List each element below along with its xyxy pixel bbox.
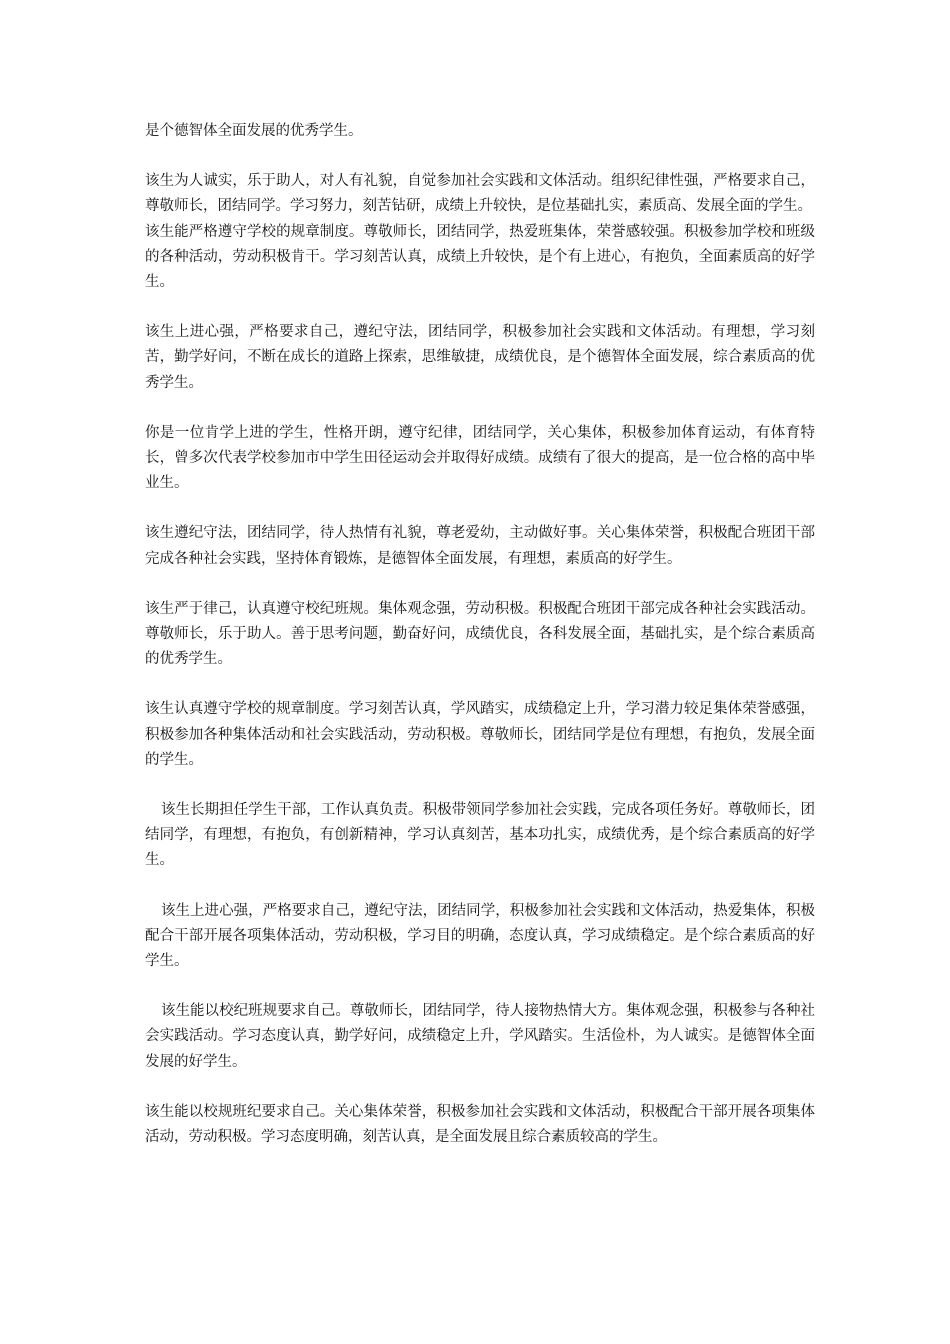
paragraph-8: 该生认真遵守学校的规章制度。学习刻苦认真，学风踏实，成绩稳定上升，学习潜力较足集体荣誉感强，积极参加各种集体活动和社会实践活动，劳动积极。尊敬师长，团结同学是位有理想，有抱负，发展全面的学生。 bbox=[145, 701, 815, 768]
paragraph-3: 该生能严格遵守学校的规章制度。尊敬师长，团结同学，热爱班集体，荣誉感较强。积极参加学校和班级的各种活动，劳动积极肯干。学习刻苦认真，成绩上升较快，是个有上进心，有抱负，全面素质高的好学生。 bbox=[145, 223, 815, 291]
paragraph-1: 是个德智体全面发展的优秀学生。 bbox=[145, 123, 363, 139]
paragraph-11: 该生能以校纪班规要求自己。尊敬师长，团结同学，待人接物热情大方。集体观念强，积极参与各种社会实践活动。学习态度认真，勤学好问，成绩稳定上升，学风踏实。生活俭朴，为人诚实。是德智体全面发展的好学生。 bbox=[145, 1003, 815, 1070]
paragraph-2: 该生为人诚实，乐于助人，对人有礼貌，自觉参加社会实践和文体活动。组织纪律性强，严格要求自己，尊敬师长，团结同学。学习努力，刻苦钻研，成绩上升较快，是位基础扎实，素质高、发展全面的学生。 bbox=[145, 173, 815, 215]
paragraph-4: 该生上进心强，严格要求自己，遵纪守法，团结同学，积极参加社会实践和文体活动。有理想，学习刻苦，勤学好问，不断在成长的道路上探索，思维敏捷，成绩优良，是个德智体全面发展，综合素质高的优秀学生。 bbox=[145, 324, 815, 391]
paragraph-12: 该生能以校规班纪要求自己。关心集体荣誉，积极参加社会实践和文体活动，积极配合干部开展各项集体活动，劳动积极。学习态度明确，刻苦认真，是全面发展且综合素质较高的学生。 bbox=[145, 1103, 815, 1146]
paragraph-7: 该生严于律己，认真遵守校纪班规。集体观念强，劳动积极。积极配合班团干部完成各种社会实践活动。尊敬师长，乐于助人。善于思考问题，勤奋好问，成绩优良，各科发展全面，基础扎实，是个综合素质高的优秀学生。 bbox=[145, 600, 815, 668]
paragraph-5: 你是一位肯学上进的学生，性格开朗，遵守纪律，团结同学，关心集体，积极参加体育运动，有体育特长，曾多次代表学校参加市中学生田径运动会并取得好成绩。成绩有了很大的提高，是一位合格的高中毕业生。 bbox=[145, 424, 815, 492]
paragraph-6: 该生遵纪守法，团结同学，待人热情有礼貌，尊老爱幼，主动做好事。关心集体荣誉，积极配合班团干部完成各种社会实践，坚持体育锻炼，是德智体全面发展，有理想，素质高的好学生。 bbox=[145, 525, 815, 567]
paragraph-10: 该生上进心强，严格要求自己，遵纪守法，团结同学，积极参加社会实践和文体活动，热爱集体，积极配合干部开展各项集体活动，劳动积极，学习目的明确，态度认真，学习成绩稳定。是个综合素质高的好学生。 bbox=[145, 902, 815, 970]
paragraph-9: 该生长期担任学生干部，工作认真负责。积极带领同学参加社会实践，完成各项任务好。尊敬师长，团结同学，有理想，有抱负，有创新精神，学习认真刻苦，基本功扎实，成绩优秀，是个综合素质高的好学生。 bbox=[145, 802, 815, 869]
document-body bbox=[145, 119, 815, 1150]
